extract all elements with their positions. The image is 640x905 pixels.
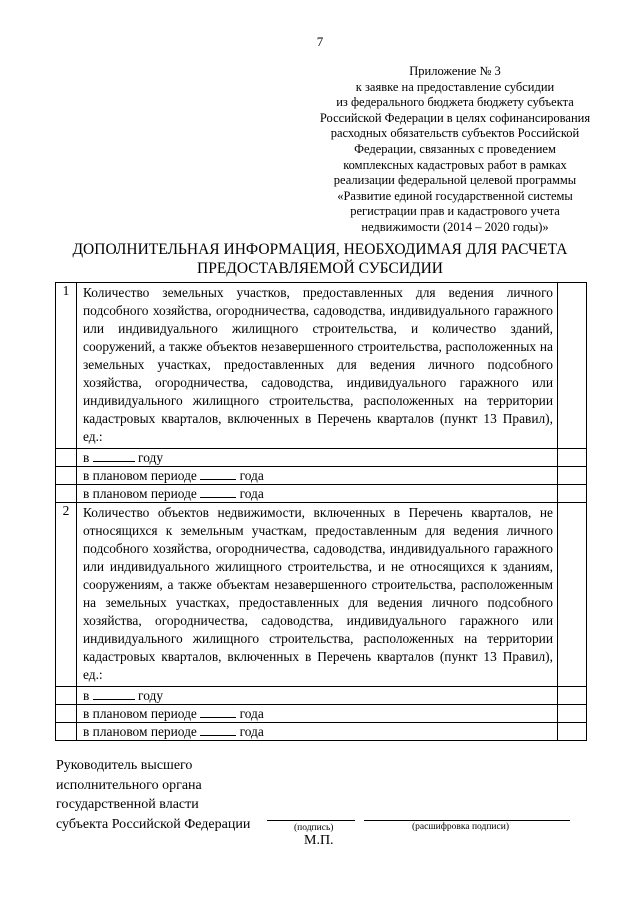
decode-caption: (расшифровка подписи) [412, 822, 509, 832]
signatory-line-2: исполнительного органа [56, 777, 202, 793]
subrow-prefix: в плановом периоде [83, 486, 197, 501]
value-cell[interactable] [558, 485, 587, 503]
value-cell[interactable] [558, 283, 587, 449]
year-blank [200, 705, 236, 718]
signature-caption: (подпись) [294, 823, 334, 833]
document-title [40, 240, 600, 278]
subrow-prefix: в плановом периоде [83, 724, 197, 739]
appendix-line: к заявке на предоставление субсидии [355, 79, 555, 94]
stamp-placeholder: М.П. [304, 833, 334, 848]
table-subrow [56, 467, 587, 485]
value-cell[interactable] [558, 503, 587, 687]
signature-block [56, 756, 250, 834]
value-cell[interactable] [558, 705, 587, 723]
year-blank [93, 687, 135, 700]
row-text: Количество объектов недвижимости, включенных в Перечень кварталов, не относящихся к земельным участкам, предоставленным для ведения личного подсобного хозяйства, огородничества, садоводства, индивидуального гаражного или индивидуального жилищного строительства, и не относящихся к зданиям, сооружениям, а также объектам незавершенного строительства, расположенным на земельных участках, предоставленных для ведения личного подсобного хозяйства, огородничества, садоводства, индивидуального гаражного или индивидуального жилищного строительства, расположенных на территории кадастровых кварталов, включенных в Перечень кварталов (пункт 13 Правил), ед.: [83, 505, 553, 682]
table-subrow [56, 485, 587, 503]
appendix-line: Федерации, связанных с проведением [354, 141, 556, 156]
table-subrow [56, 687, 587, 705]
signature-field[interactable] [267, 820, 355, 821]
table-subrow [56, 723, 587, 741]
row-number: 1 [56, 283, 77, 449]
subrow-prefix: в [83, 688, 90, 703]
subrow-suffix: года [239, 706, 264, 721]
appendix-line: Российской Федерации в целях софинансирования [319, 110, 591, 125]
table-subrow [56, 705, 587, 723]
title-line-2: ПРЕДОСТАВЛЯЕМОЙ СУБСИДИИ [197, 260, 443, 277]
subrow-suffix: года [239, 486, 264, 501]
signatory-line-1: Руководитель высшего [56, 758, 193, 773]
year-blank [93, 449, 135, 462]
table-row-1 [56, 283, 587, 449]
subrow-suffix: года [239, 724, 264, 739]
value-cell[interactable] [558, 723, 587, 741]
appendix-line: реализации федеральной целевой программы [333, 173, 577, 188]
row-number: 2 [56, 503, 77, 687]
year-blank [200, 485, 236, 498]
appendix-line: из федерального бюджета бюджету субъекта [336, 95, 574, 110]
page-number: 7 [316, 34, 324, 49]
row-description [77, 283, 558, 449]
appendix-line: недвижимости (2014 – 2020 годы)» [361, 219, 549, 234]
appendix-line: «Развитие единой государственной системы [337, 188, 573, 203]
info-table [55, 282, 587, 741]
signatory-line-4: субъекта Российской Федерации [56, 816, 251, 832]
subrow-prefix: в плановом периоде [83, 468, 197, 483]
appendix-line: Приложение № 3 [409, 64, 501, 78]
subrow-suffix: года [239, 468, 264, 483]
subrow-prefix: в плановом периоде [83, 706, 197, 721]
appendix-line: расходных обязательств субъектов Российской [330, 126, 580, 141]
value-cell[interactable] [558, 687, 587, 705]
subrow-suffix: году [138, 450, 164, 465]
row-description [77, 503, 558, 687]
table-row-2 [56, 503, 587, 687]
year-blank [200, 467, 236, 480]
subrow-prefix: в [83, 450, 90, 465]
value-cell[interactable] [558, 449, 587, 467]
appendix-line: регистрации прав и кадастрового учета [350, 204, 560, 219]
appendix-line: комплексных кадастровых работ в рамках [343, 157, 567, 172]
row-text: Количество земельных участков, предоставленных для ведения личного подсобного хозяйства, огородничества, садоводства, индивидуального гаражного или индивидуального жилищного строительства, и количество зданий, сооружений, а также объектов незавершенного строительства, расположенных на земельных участках, предоставленных для ведения личного подсобного хозяйства, огородничества, садоводства, индивидуального гаражного или индивидуального жилищного строительства, расположенных на территории кадастровых кварталов, включенных в Перечень кварталов (пункт 13 Правил), ед.: [83, 285, 553, 444]
year-blank [200, 723, 236, 736]
signatory-line-3: государственной власти [56, 797, 199, 812]
table-subrow [56, 449, 587, 467]
value-cell[interactable] [558, 467, 587, 485]
appendix-header [290, 64, 620, 236]
signature-decode-field[interactable] [364, 820, 570, 821]
subrow-suffix: году [138, 688, 164, 703]
title-line-1: ДОПОЛНИТЕЛЬНАЯ ИНФОРМАЦИЯ, НЕОБХОДИМАЯ ДЛЯ РАСЧЕТА [72, 241, 568, 258]
